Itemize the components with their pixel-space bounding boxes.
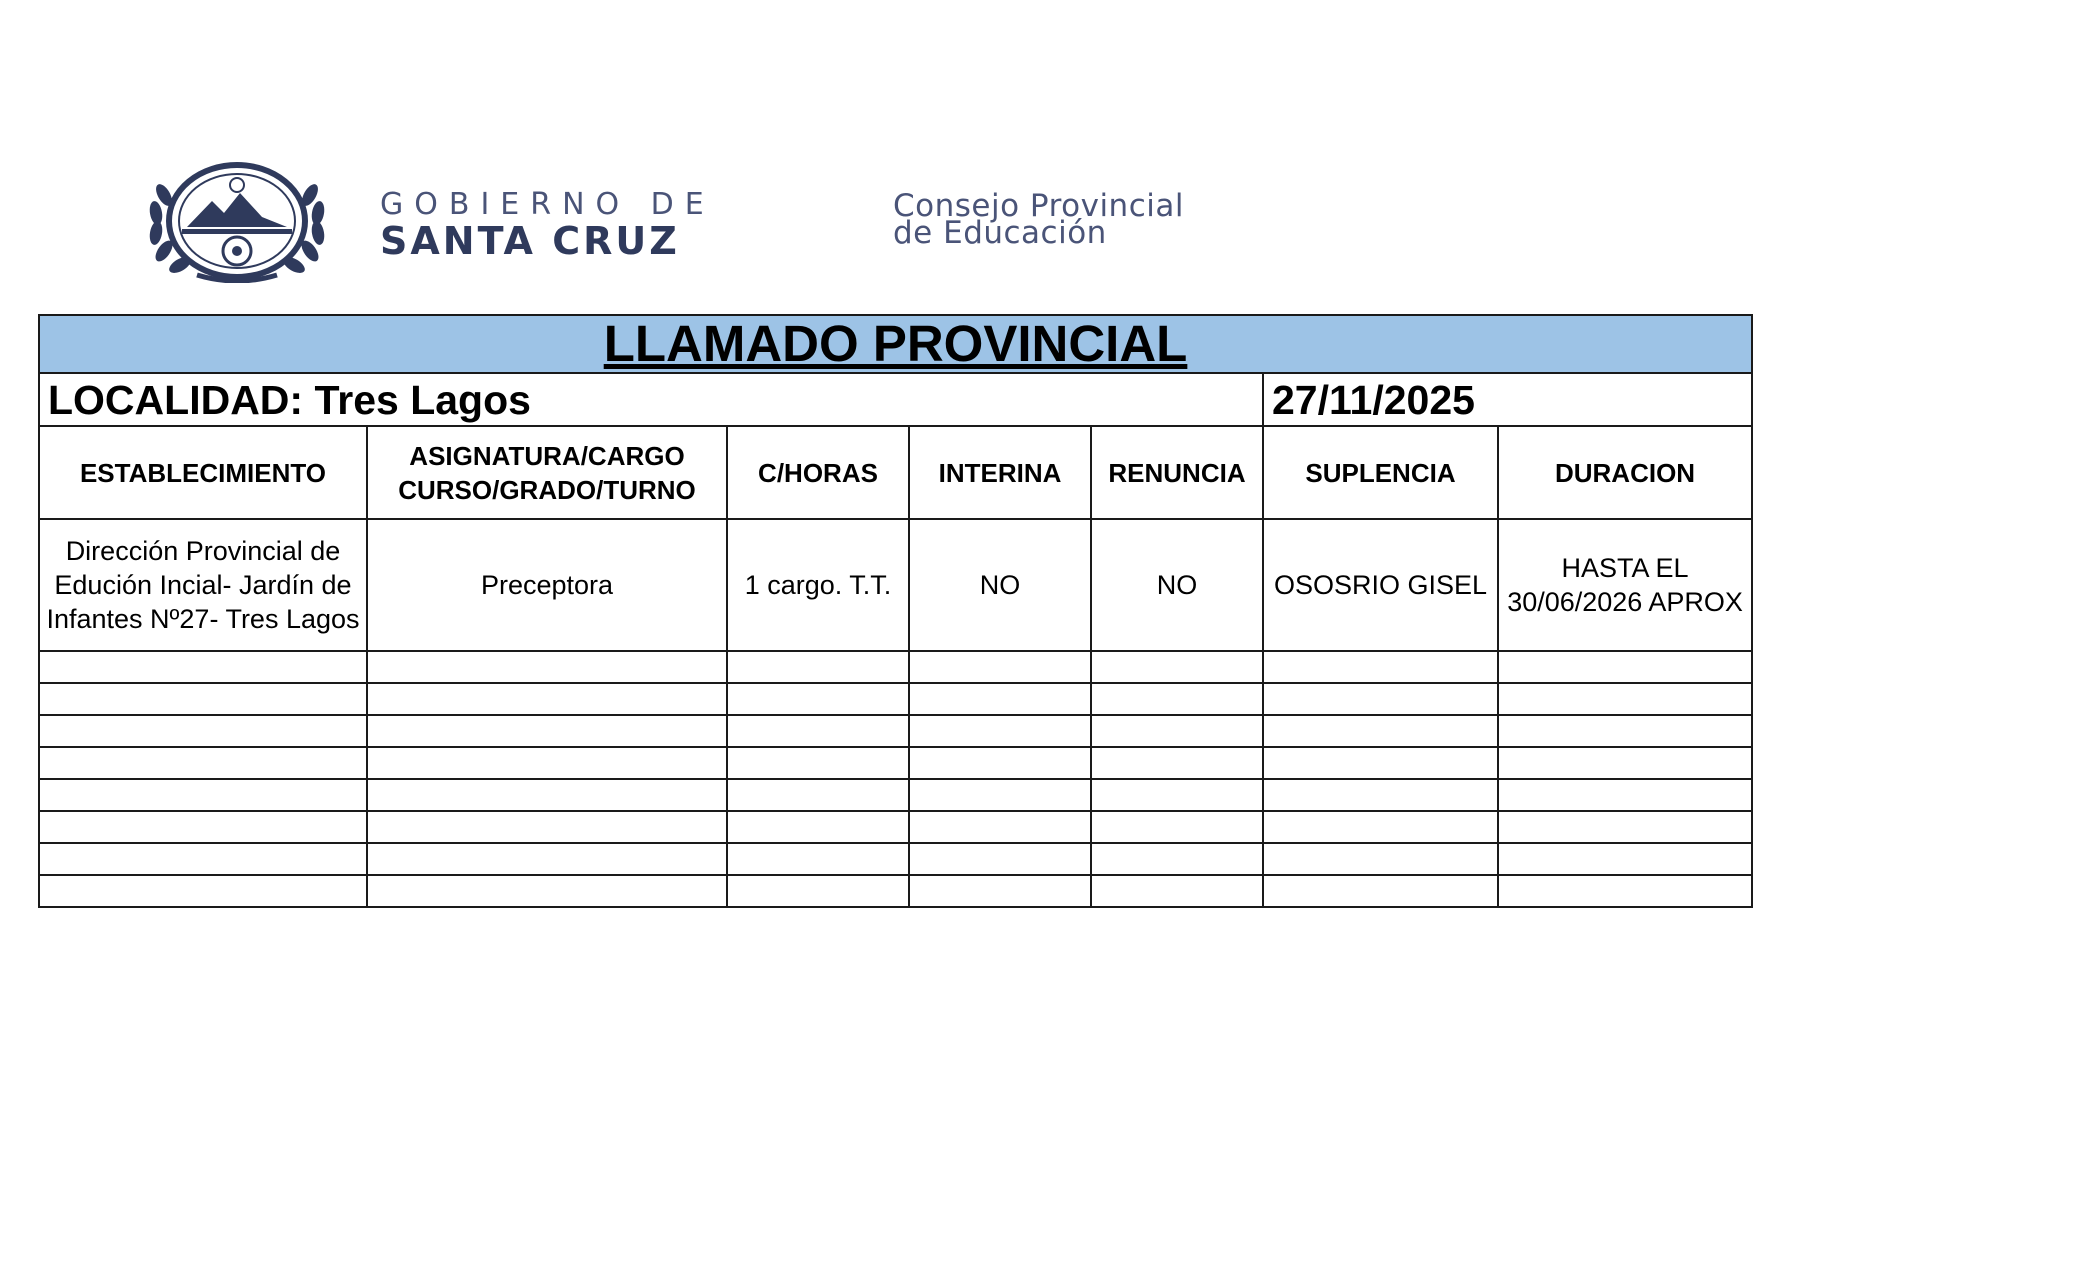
empty-cell	[39, 683, 367, 715]
empty-cell	[1498, 811, 1752, 843]
empty-table-row	[39, 715, 1752, 747]
gov-logo-line2: SANTA CRUZ	[380, 219, 680, 263]
duracion-cell: HASTA EL 30/06/2026 APROX	[1498, 519, 1752, 651]
localidad-label: LOCALIDAD: Tres Lagos	[39, 373, 1263, 426]
empty-cell	[909, 715, 1091, 747]
empty-cell	[1263, 747, 1498, 779]
empty-cell	[1498, 651, 1752, 683]
empty-cell	[727, 715, 909, 747]
empty-cell	[1498, 875, 1752, 907]
empty-table-row	[39, 875, 1752, 907]
empty-cell	[39, 843, 367, 875]
document-title: LLAMADO PROVINCIAL	[39, 315, 1752, 373]
column-header: DURACION	[1498, 426, 1752, 519]
empty-cell	[39, 747, 367, 779]
empty-cell	[727, 651, 909, 683]
empty-cell	[727, 747, 909, 779]
empty-cell	[909, 779, 1091, 811]
empty-cell	[1263, 779, 1498, 811]
empty-table-row	[39, 811, 1752, 843]
empty-cell	[367, 779, 727, 811]
empty-cell	[367, 747, 727, 779]
renuncia-cell: NO	[1091, 519, 1263, 651]
empty-table-row	[39, 651, 1752, 683]
empty-cell	[39, 651, 367, 683]
empty-cell	[1091, 875, 1263, 907]
empty-cell	[1091, 747, 1263, 779]
empty-cell	[367, 683, 727, 715]
empty-cell	[1498, 715, 1752, 747]
column-header: SUPLENCIA	[1263, 426, 1498, 519]
empty-cell	[1498, 843, 1752, 875]
empty-cell	[1498, 747, 1752, 779]
empty-cell	[1263, 715, 1498, 747]
empty-cell	[727, 779, 909, 811]
empty-cell	[39, 875, 367, 907]
empty-cell	[1091, 779, 1263, 811]
empty-cell	[909, 747, 1091, 779]
council-logo-line2: de Educación	[893, 215, 1107, 251]
empty-cell	[1263, 811, 1498, 843]
empty-cell	[1091, 715, 1263, 747]
consejo-provincial-logo	[893, 188, 1184, 251]
empty-cell	[1091, 683, 1263, 715]
horas-cell: 1 cargo. T.T.	[727, 519, 909, 651]
empty-table-row	[39, 779, 1752, 811]
gobierno-santa-cruz-logo	[380, 187, 715, 263]
localidad-row	[39, 373, 1752, 426]
empty-cell	[367, 715, 727, 747]
column-header: ASIGNATURA/CARGO CURSO/GRADO/TURNO	[367, 426, 727, 519]
empty-cell	[367, 811, 727, 843]
title-row	[39, 315, 1752, 373]
empty-cell	[1263, 651, 1498, 683]
empty-cell	[1091, 651, 1263, 683]
asignatura-cell: Preceptora	[367, 519, 727, 651]
column-header: ESTABLECIMIENTO	[39, 426, 367, 519]
empty-cell	[909, 651, 1091, 683]
empty-rows-group	[39, 651, 1752, 907]
empty-cell	[909, 811, 1091, 843]
empty-table-row	[39, 747, 1752, 779]
column-header: RENUNCIA	[1091, 426, 1263, 519]
empty-cell	[1091, 811, 1263, 843]
empty-cell	[727, 683, 909, 715]
council-logo-line1: Consejo Provincial	[893, 188, 1184, 224]
document-date: 27/11/2025	[1263, 373, 1752, 426]
empty-cell	[727, 811, 909, 843]
empty-cell	[1498, 683, 1752, 715]
empty-cell	[727, 875, 909, 907]
empty-cell	[39, 779, 367, 811]
empty-table-row	[39, 683, 1752, 715]
empty-cell	[909, 843, 1091, 875]
empty-cell	[367, 651, 727, 683]
empty-cell	[367, 843, 727, 875]
provincial-seal-logo	[142, 155, 332, 283]
empty-cell	[909, 683, 1091, 715]
empty-cell	[367, 875, 727, 907]
table-row	[39, 519, 1752, 651]
empty-table-row	[39, 843, 1752, 875]
empty-cell	[909, 875, 1091, 907]
llamado-table	[38, 314, 1753, 908]
gov-logo-line1: GOBIERNO DE	[380, 187, 715, 222]
empty-cell	[727, 843, 909, 875]
empty-cell	[1091, 843, 1263, 875]
empty-cell	[1263, 875, 1498, 907]
column-header: INTERINA	[909, 426, 1091, 519]
interina-cell: NO	[909, 519, 1091, 651]
suplencia-cell: OSOSRIO GISEL	[1263, 519, 1498, 651]
column-header: C/HORAS	[727, 426, 909, 519]
empty-cell	[39, 811, 367, 843]
empty-cell	[1498, 779, 1752, 811]
empty-cell	[1263, 843, 1498, 875]
establecimiento-cell: Dirección Provincial de Edución Incial- Jardín de Infantes Nº27- Tres Lagos	[39, 519, 367, 651]
table-header-row	[39, 426, 1752, 519]
empty-cell	[39, 715, 367, 747]
empty-cell	[1263, 683, 1498, 715]
